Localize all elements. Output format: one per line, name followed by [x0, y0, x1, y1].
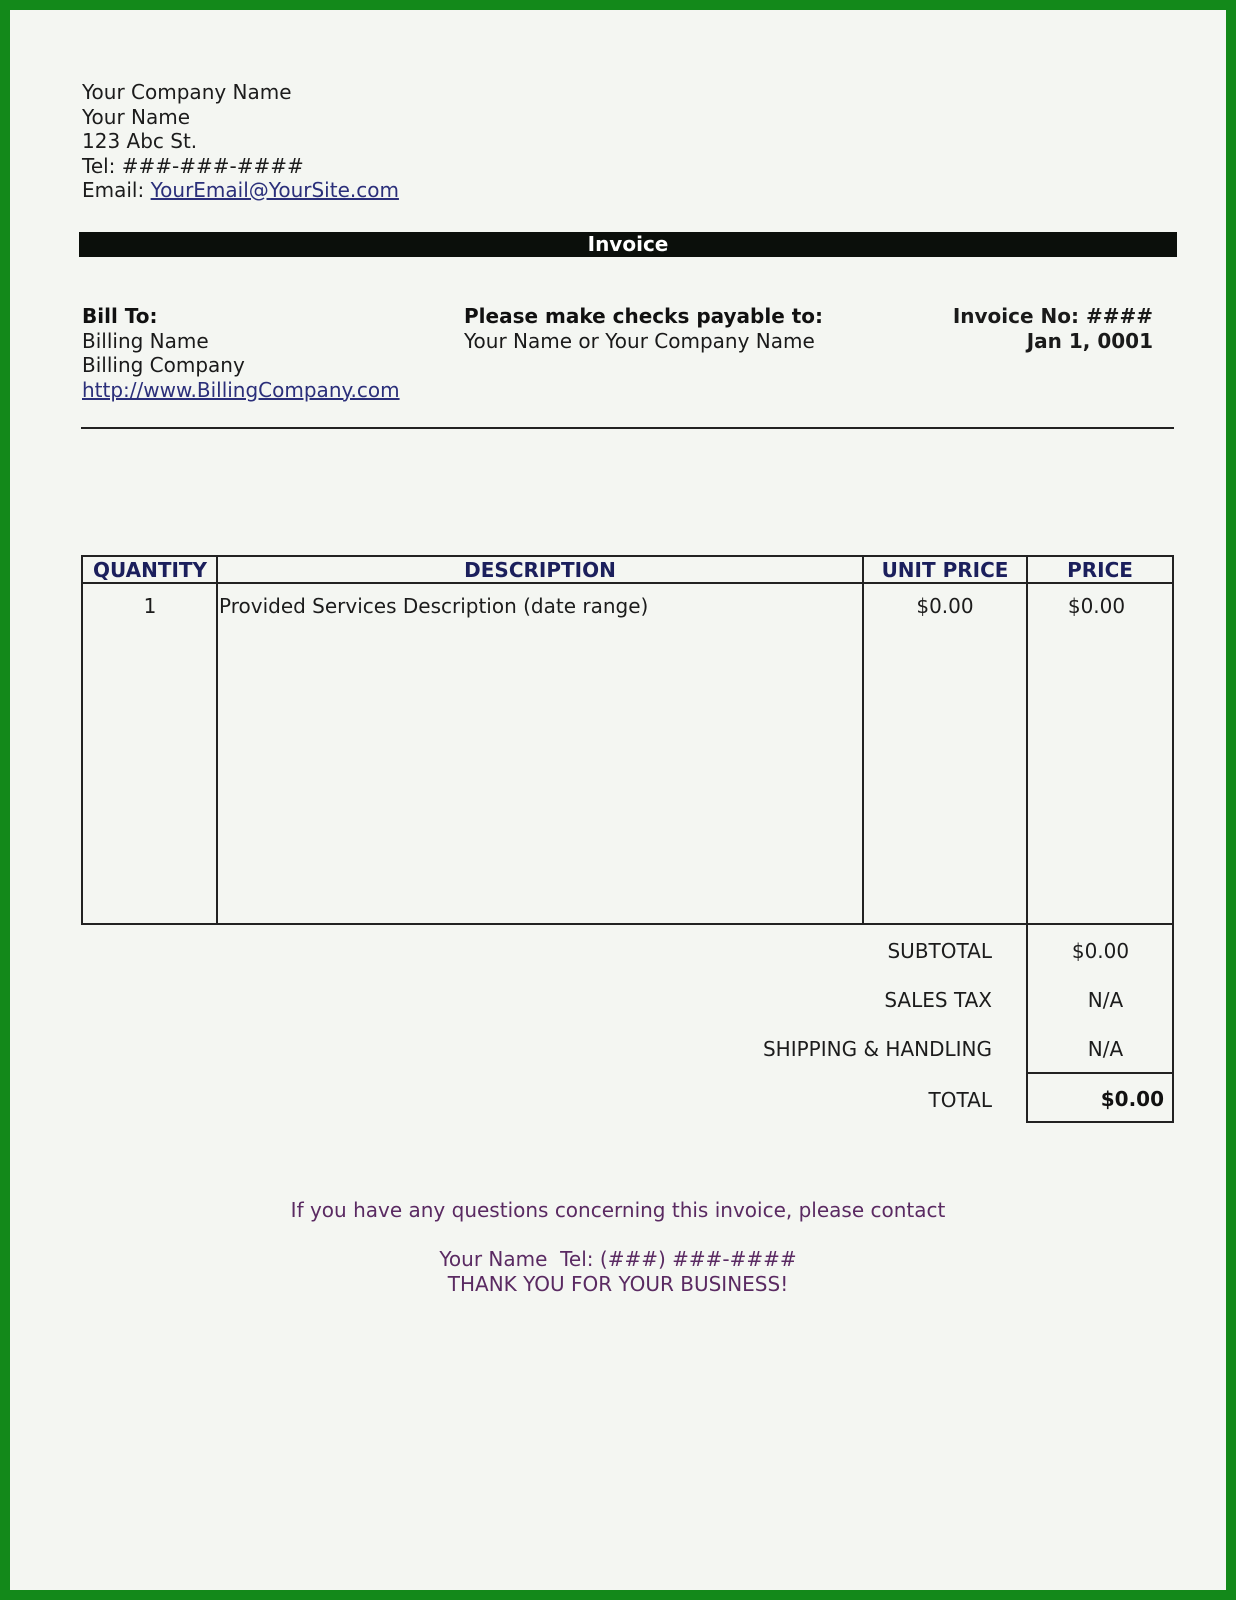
sender-company: Your Company Name — [82, 80, 292, 104]
divider-line — [81, 427, 1174, 429]
shipping-value: N/A — [1087, 1037, 1124, 1061]
total-label: TOTAL — [928, 1088, 992, 1112]
sender-street: 123 Abc St. — [82, 129, 198, 153]
sender-block — [82, 80, 399, 203]
header-divider — [83, 582, 1172, 584]
subtotal-value: $0.00 — [1071, 939, 1130, 963]
line-items-table — [81, 555, 1174, 925]
subtotal-label: SUBTOTAL — [887, 939, 992, 963]
row-unit-price: $0.00 — [916, 594, 974, 618]
header-quantity: QUANTITY — [92, 558, 208, 582]
shipping-label: SHIPPING & HANDLING — [762, 1037, 992, 1061]
sender-email-row — [82, 178, 399, 203]
billing-name: Billing Name — [82, 328, 209, 353]
row-quantity: 1 — [143, 594, 157, 618]
sender-name: Your Name — [82, 104, 191, 129]
footer-thanks: THANK YOU FOR YOUR BUSINESS! — [447, 1272, 789, 1296]
payable-block — [464, 304, 823, 353]
sender-tel: Tel: ###-###-#### — [82, 153, 304, 178]
invoice-title-banner: Invoice — [79, 232, 1177, 257]
bill-to-heading: Bill To: — [82, 304, 158, 328]
sender-email-label: Email: — [82, 178, 145, 202]
header-price: PRICE — [1067, 558, 1133, 582]
bill-to-block — [82, 304, 400, 402]
invoice-date: Jan 1, 0001 — [1026, 328, 1153, 353]
sales-tax-value: N/A — [1087, 988, 1124, 1012]
footer-question: If you have any questions concerning this invoice, please contact — [290, 1198, 946, 1222]
invoice-info-block — [953, 304, 1153, 353]
row-description: Provided Services Description (date range) — [219, 594, 649, 618]
header-description: DESCRIPTION — [464, 558, 616, 582]
billing-url-link[interactable]: http://www.BillingCompany.com — [82, 377, 400, 402]
payable-heading: Please make checks payable to: — [464, 304, 824, 328]
total-value: $0.00 — [1100, 1087, 1164, 1111]
payable-value: Your Name or Your Company Name — [464, 328, 815, 353]
invoice-number: Invoice No: #### — [952, 304, 1153, 328]
row-price: $0.00 — [1067, 594, 1126, 618]
billing-company: Billing Company — [82, 353, 245, 377]
sales-tax-label: SALES TAX — [884, 988, 992, 1012]
sender-email-link[interactable]: YourEmail@YourSite.com — [150, 178, 399, 202]
total-box — [1026, 1072, 1174, 1123]
footer-contact: Your Name Tel: (###) ###-#### — [439, 1247, 797, 1271]
header-unit-price: UNIT PRICE — [881, 558, 1009, 582]
